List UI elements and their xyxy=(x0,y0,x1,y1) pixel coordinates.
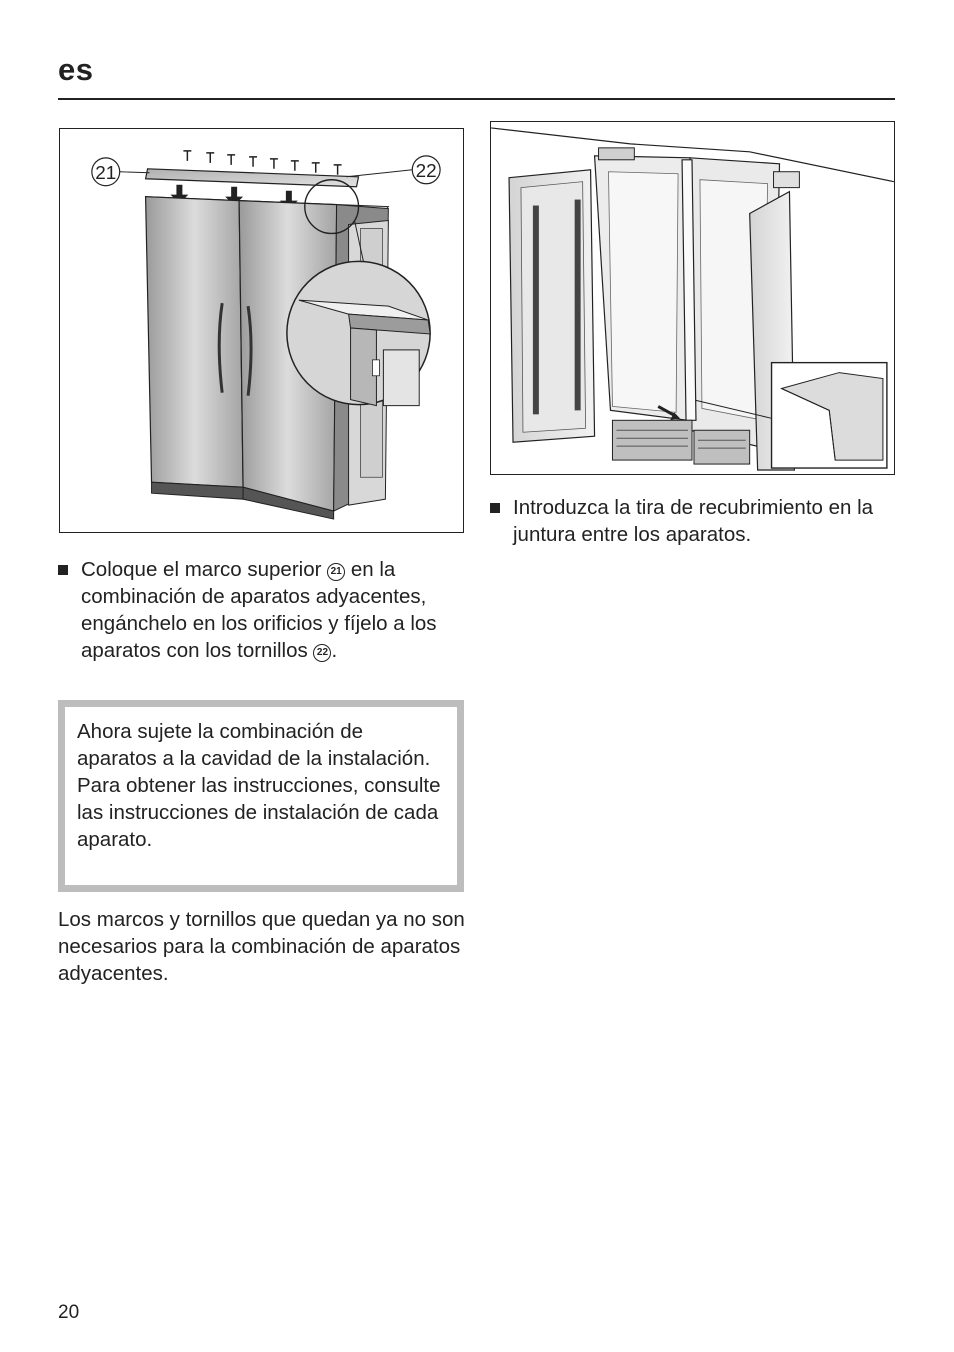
step-1-text-a: Coloque el marco superior xyxy=(81,558,328,581)
svg-text:21: 21 xyxy=(95,162,117,184)
note-box xyxy=(58,700,464,892)
instruction-step-1 xyxy=(58,556,491,664)
note-text: Ahora sujete la combinación de aparatos a la cavidad de la instalación. Para obtener las instrucciones, consulte las instrucciones de instalación de cada aparato. xyxy=(77,720,441,851)
callout-21 xyxy=(92,158,150,186)
page-number: 20 xyxy=(58,1302,80,1323)
reference-22-icon: 22 xyxy=(313,644,331,662)
closing-paragraph: Los marcos y tornillos que quedan ya no son necesarios para la combinación de aparatos adyacentes. xyxy=(58,908,465,985)
bullet-marker xyxy=(58,565,68,575)
top-frame-drawing xyxy=(60,129,463,532)
step-1-text-b: en la combinación de aparatos adyacentes, engánchelo en los orificios y fíjelo a los aparatos con los tornillos xyxy=(81,558,437,662)
reference-21-icon: 21 xyxy=(327,563,345,581)
bullet-marker xyxy=(490,503,500,513)
illustration-top-frame xyxy=(59,128,464,533)
callout-22 xyxy=(347,156,441,184)
instruction-step-2 xyxy=(490,494,923,548)
step-1-text-c: . xyxy=(331,639,338,662)
svg-text:22: 22 xyxy=(415,160,437,182)
illustration-cover-strip xyxy=(490,121,895,475)
step-2-text: Introduzca la tira de recubrimiento en la juntura entre los aparatos. xyxy=(513,496,874,546)
cover-strip-drawing xyxy=(491,122,894,474)
header-rule xyxy=(58,98,895,100)
language-tag: es xyxy=(58,52,94,87)
